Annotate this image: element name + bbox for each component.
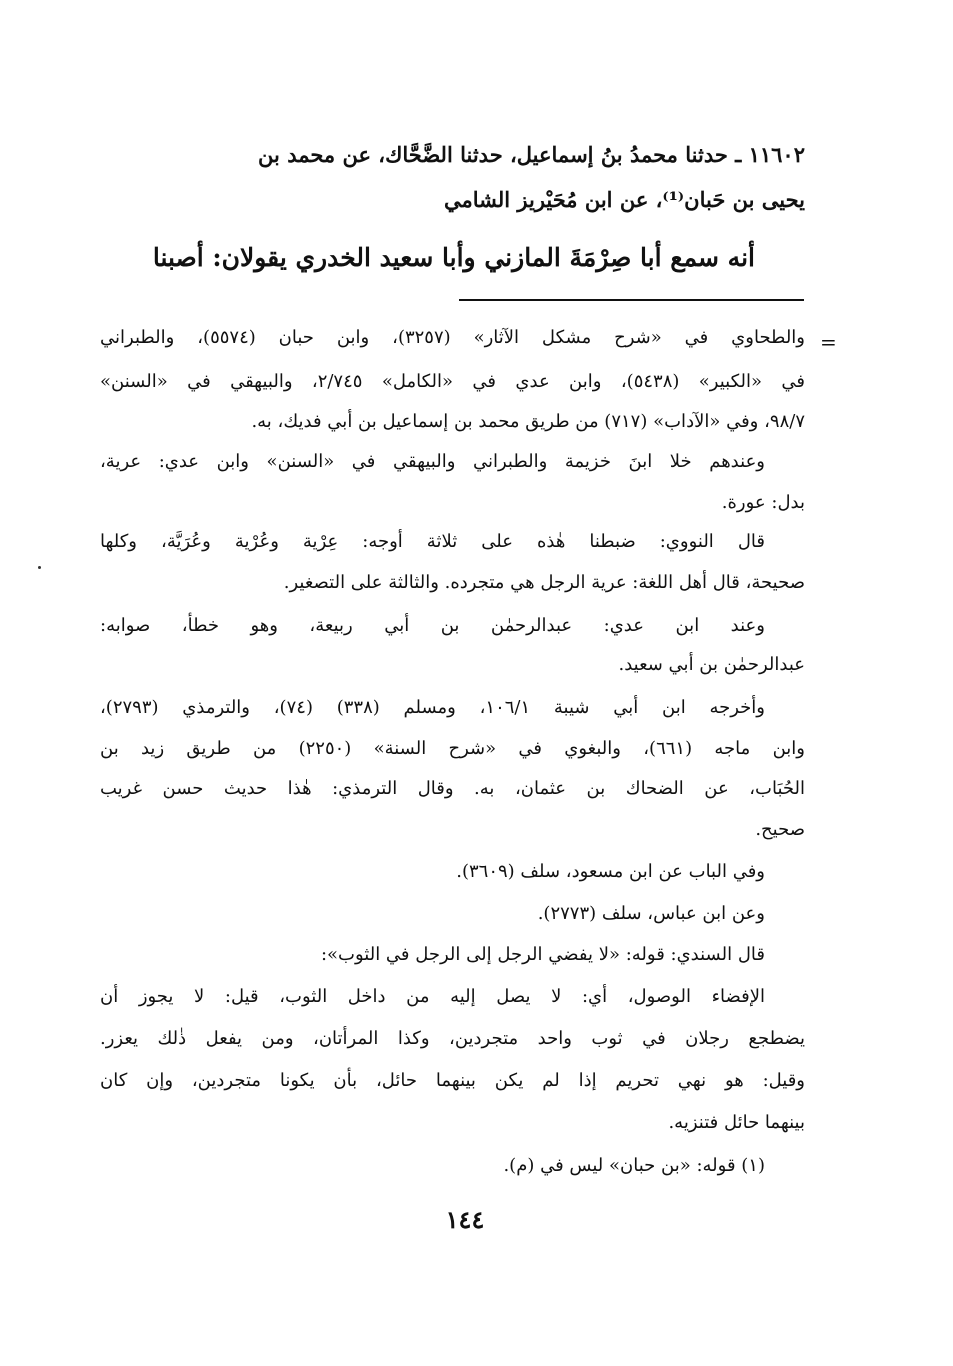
footnote-line: صحيح. (755, 819, 805, 840)
footnote-line: في «الكبير» (٥٤٣٨)، وابن عدي في «الكامل» ٢/٧٤٥، والبيهقي في «السنن» (100, 371, 805, 392)
hadith-chain-line-1: ١١٦٠٢ ـ حدثنا محمدُ بنُ إسماعيل، حدثنا الضَّحَّاك، عن محمد بن (258, 142, 805, 167)
footnote-separator (459, 299, 804, 301)
footnote-line: الحُبَاب، عن الضحاك بن عثمان، به. وقال الترمذي: هٰذا حديث حسن غريب (100, 778, 805, 799)
footnote-line: قال السندي: قوله: «لا يفضي الرجل إلى الرجل في الثوب»: (320, 944, 765, 965)
footnote-line: وعند ابن عدي: عبدالرحمٰن بن أبي ربيعة، وهو خطأ، صوابه: (100, 615, 765, 636)
scan-speck (38, 566, 41, 569)
footnote-line: صحيحة، قال أهل اللغة: عرية الرجل هي متجرده. والثالثة على التصغير. (283, 572, 805, 593)
footnote-line: وابن ماجه (٦٦١)، والبغوي في «شرح السنة» (٢٢٥٠) من طريق زيد بن (100, 738, 805, 759)
footnote-line: وعن ابن عباس، سلف (٢٧٧٣). (537, 903, 765, 924)
footnote-ref-1: (١) قوله: «بن حبان» ليس في (م). (503, 1155, 765, 1176)
footnote-line: وقيل: هو نهي تحريم إذا لم يكن بينهما حائل، بأن يكونا متجردين، وإن كان (100, 1070, 806, 1091)
footnote-line: وعندهم خلا ابنَ خزيمة والطبراني والبيهقي في «السنن» وابن عدي: عرية، (100, 451, 765, 472)
footnote-line: عبدالرحمٰن بن أبي سعيد. (618, 654, 805, 675)
footnote-line: وأخرجه ابن أبي شيبة ١٠٦/١، ومسلم (٣٣٨) (٧٤)، والترمذي (٢٧٩٣)، (100, 697, 765, 718)
footnote-continuation-mark: = (820, 330, 837, 354)
hadith-text-line: أنه سمع أبا صِرْمَةَ المازني وأبا سعيد الخدري يقولان: أصبنا (152, 243, 755, 272)
footnote-line: الإفضاء الوصول، أي: لا يصل إليه من داخل الثوب، قيل: لا يجوز أن (100, 986, 765, 1007)
footnote-line: والطحاوي في «شرح مشكل الآثار» (٣٢٥٧)، وابن حبان (٥٥٧٤)، والطبراني (100, 327, 806, 348)
footnote-line: قال النووي: ضبطنا هٰذه على ثلاثة أوجه: عِرْية وعُرْية وعُرَيَّة، وكلها (100, 531, 765, 552)
footnote-line: يضطجع رجلان في ثوب واحد متجردين، وكذا المرأتان، ومن يفعل ذٰلك يعزر. (100, 1028, 805, 1049)
footnote-line: وفي الباب عن ابن مسعود، سلف (٣٦٠٩). (456, 861, 765, 882)
page-number: ١٤٤ (445, 1205, 485, 1234)
footnote-line: بينهما حائل فتنزيه. (668, 1112, 805, 1133)
footnote-line: بدل: عورة. (721, 492, 805, 513)
footnote-line: ٩٨/٧، وفي «الآداب» (٧١٧) من طريق محمد بن إسماعيل بن أبي فديك، به. (251, 411, 805, 432)
hadith-chain-line-2: يحيى بن حَبان⁽¹⁾، عن ابن مُحَيْريز الشامي (443, 187, 805, 212)
